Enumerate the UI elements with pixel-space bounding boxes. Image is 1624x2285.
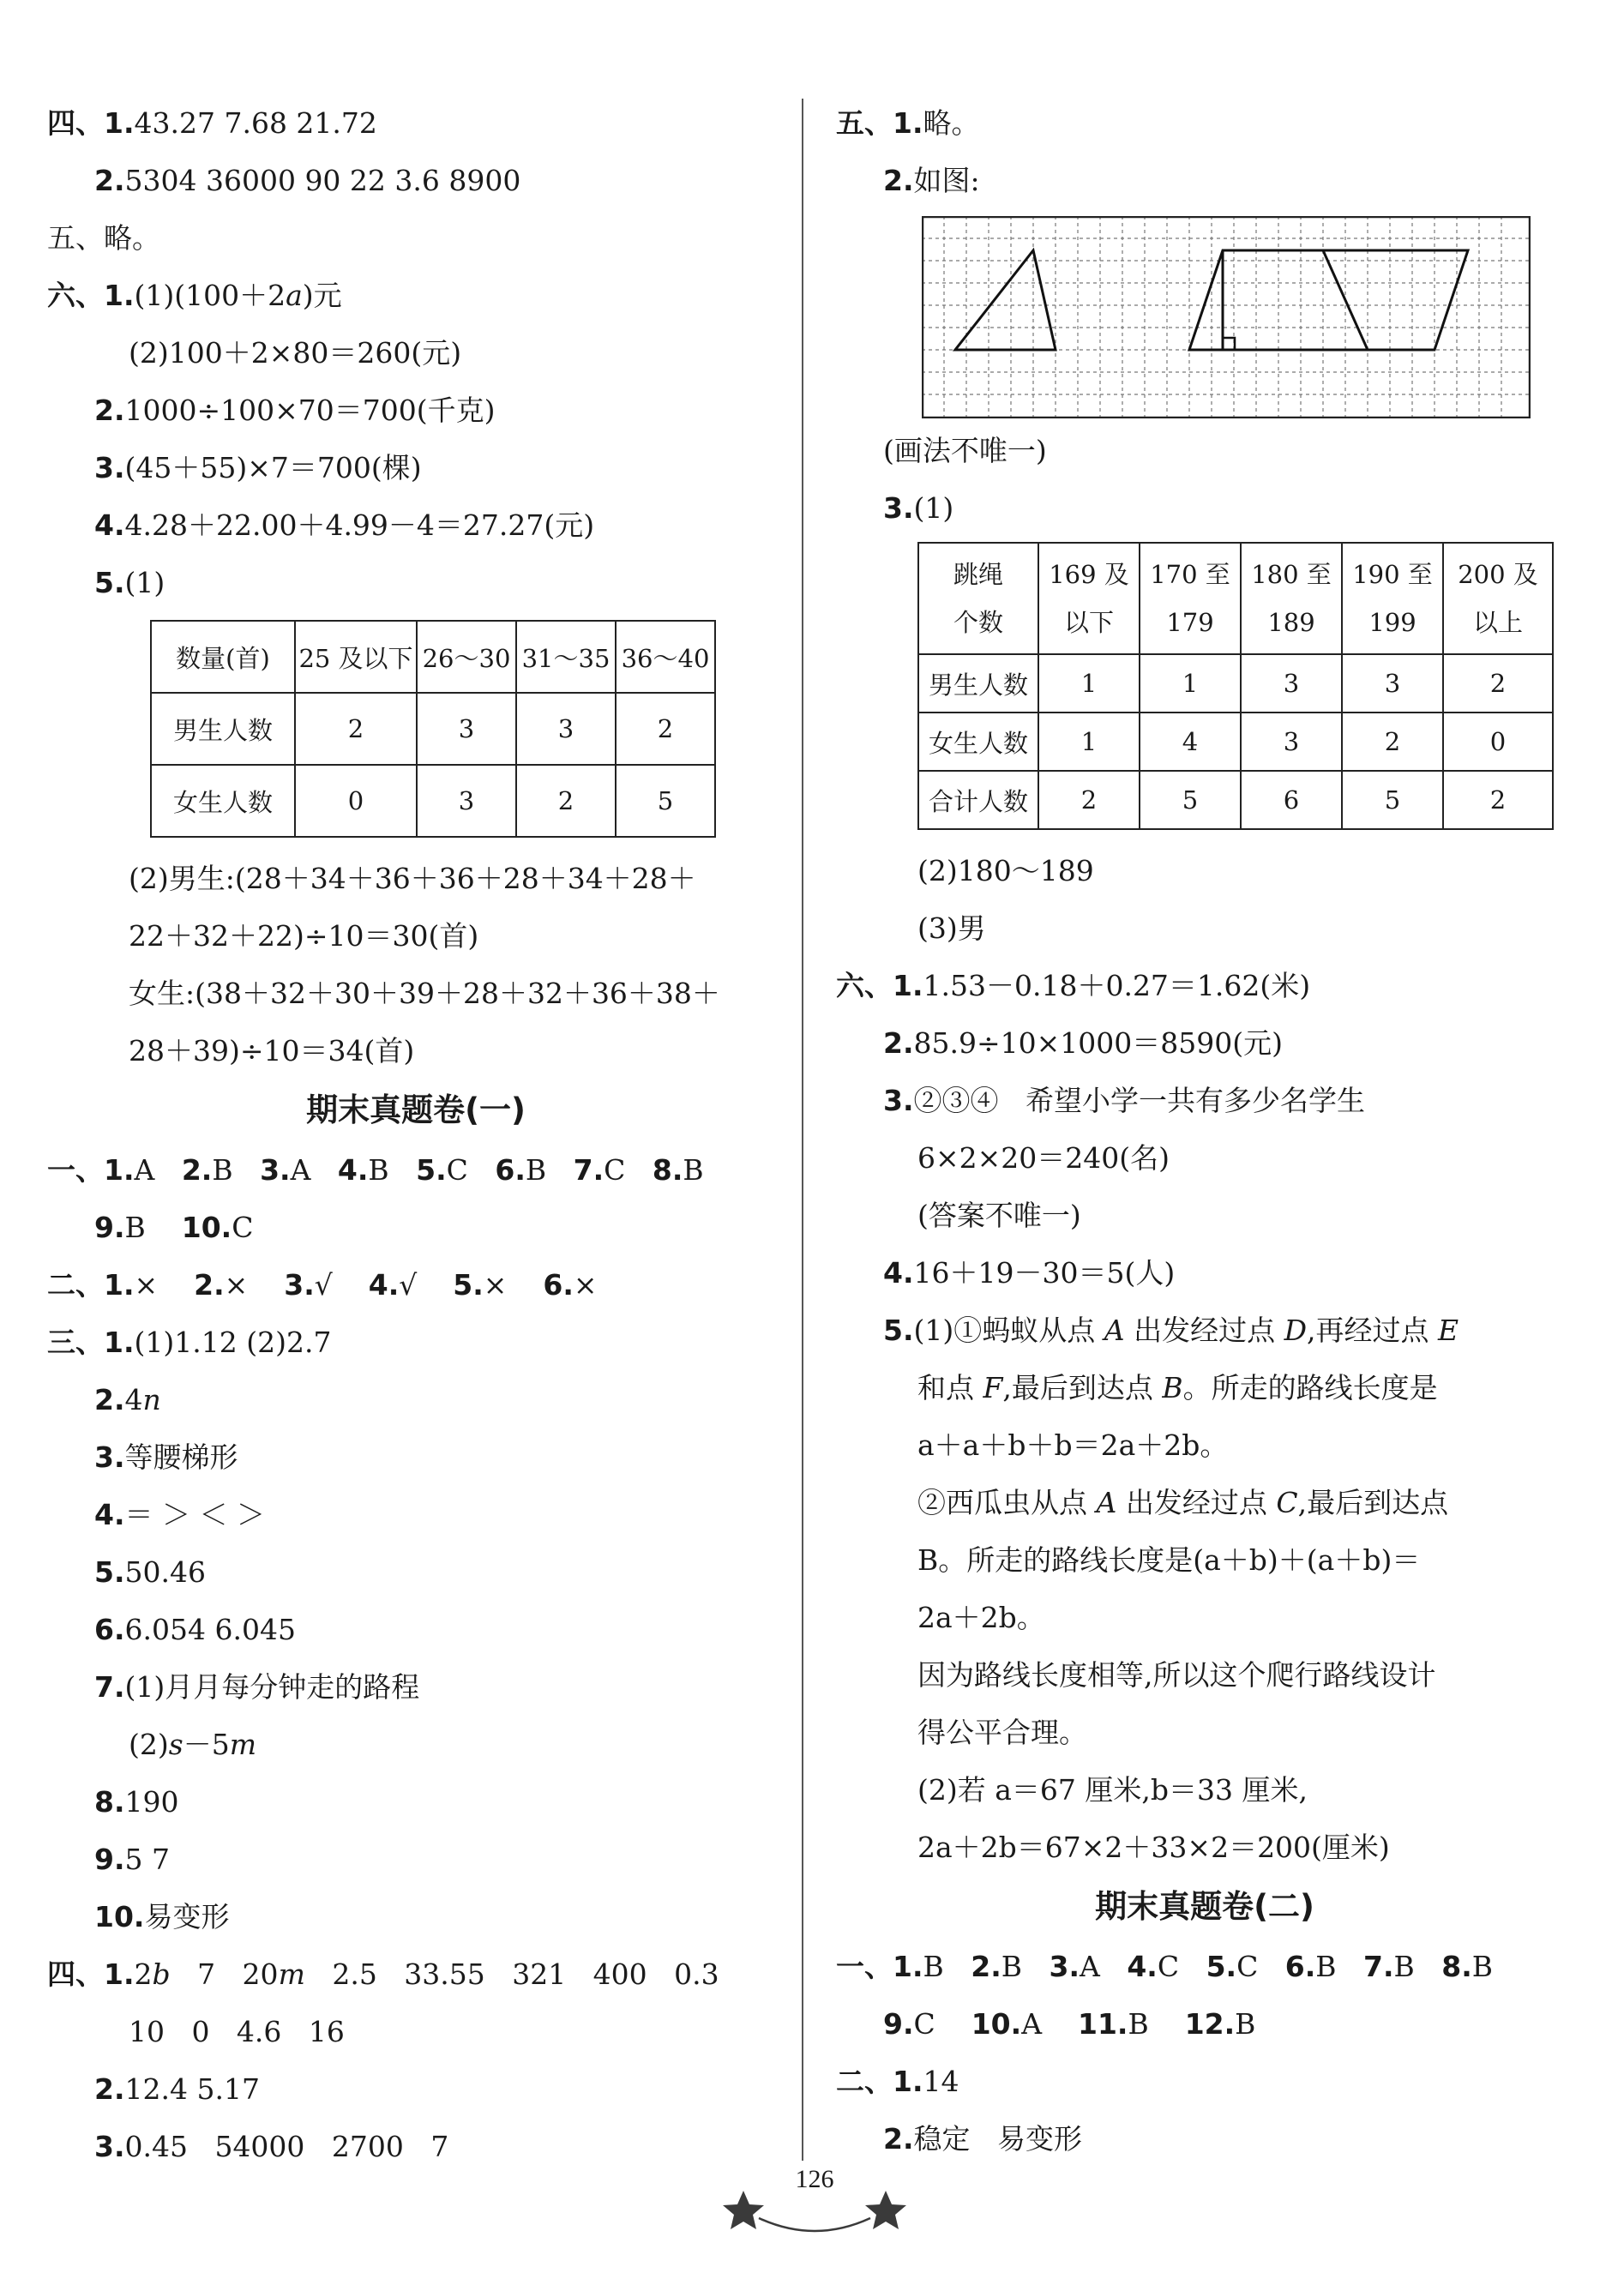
swoosh-line xyxy=(759,2218,870,2231)
answer-line: 4.16＋19－30＝5(人) xyxy=(883,1256,1176,1290)
answer-line: (2)180～189 xyxy=(917,854,1094,887)
table-cell: 3 xyxy=(1241,713,1342,771)
answer-line: (画法不唯一) xyxy=(883,434,1047,467)
table-header-cell: 200 及 以上 xyxy=(1443,543,1553,654)
table-header-cell: 跳绳 个数 xyxy=(918,543,1038,654)
answer-line: (3)男 xyxy=(917,911,986,945)
table-header-cell: 26～30 xyxy=(417,621,516,693)
table-row xyxy=(918,654,1553,713)
answer-line: 7.(1)月月每分钟走的路程 xyxy=(94,1670,420,1704)
table-cell: 2 xyxy=(516,765,616,837)
answer-line: 4.4.28＋22.00＋4.99－4＝27.27(元) xyxy=(94,508,595,542)
table-cell: 男生人数 xyxy=(918,654,1038,713)
answer-line: 9.C 10.A 11.B 12.B xyxy=(883,2007,1256,2041)
exam-title: 期末真题卷(一) xyxy=(306,1091,526,1128)
table-cell: 4 xyxy=(1140,713,1241,771)
answer-line: 得公平合理。 xyxy=(917,1716,1087,1749)
answer-line: 2.5304 36000 90 22 3.6 8900 xyxy=(94,164,521,197)
answer-line: 四、1.2b 7 20m 2.5 33.55 321 400 0.3 xyxy=(47,1957,719,1991)
grid-drawing xyxy=(922,216,1531,418)
table-cell: 3 xyxy=(516,693,616,765)
answer-line: 四、1.43.27 7.68 21.72 xyxy=(47,106,377,140)
table-header-cell: 31～35 xyxy=(516,621,616,693)
answer-line: 因为路线长度相等,所以这个爬行路线设计 xyxy=(917,1658,1436,1692)
table-cell: 2 xyxy=(1342,713,1443,771)
table-header-cell: 180 至 189 xyxy=(1241,543,1342,654)
table-cell: 3 xyxy=(417,693,516,765)
table-header-cell: 25 及以下 xyxy=(295,621,417,693)
answer-line: (2)男生:(28＋34＋36＋36＋28＋34＋28＋ xyxy=(129,862,696,895)
answer-line: 2a＋2b。 xyxy=(917,1601,1045,1634)
table-header-cell: 169 及 以下 xyxy=(1038,543,1140,654)
answer-line: 6×2×20＝240(名) xyxy=(917,1141,1170,1175)
answer-line: 9.5 7 xyxy=(94,1843,170,1876)
table-row xyxy=(918,771,1553,829)
answer-line: (2)若 a＝67 厘米,b＝33 厘米, xyxy=(917,1773,1308,1807)
grid-figure xyxy=(922,216,1573,422)
answer-line: ②西瓜虫从点 A 出发经过点 C,最后到达点 xyxy=(917,1486,1449,1519)
answer-line: 2.12.4 5.17 xyxy=(94,2072,260,2106)
table-cell: 5 xyxy=(1140,771,1241,829)
answer-line: (答案不唯一) xyxy=(917,1199,1081,1232)
table-row xyxy=(151,765,715,837)
answer-line: (2)100＋2×80＝260(元) xyxy=(129,336,462,370)
table-cell: 女生人数 xyxy=(918,713,1038,771)
star-icon xyxy=(723,2191,764,2229)
answer-line: 六、1.(1)(100＋2a)元 xyxy=(47,279,342,312)
table-cell: 3 xyxy=(417,765,516,837)
answer-line: 二、1.14 xyxy=(836,2065,959,2098)
answer-line: 一、1.B 2.B 3.A 4.C 5.C 6.B 7.B 8.B xyxy=(836,1950,1494,1983)
answer-line: 2a＋2b＝67×2＋33×2＝200(厘米) xyxy=(917,1831,1390,1864)
answer-line: 4.＝ ＞ ＜ ＞ xyxy=(94,1498,265,1531)
page-number: 126 xyxy=(795,2165,834,2193)
table-cell: 合计人数 xyxy=(918,771,1038,829)
table-header-cell: 36～40 xyxy=(616,621,715,693)
right-angle-mark xyxy=(1223,338,1235,350)
answer-line: 五、1.略。 xyxy=(836,106,980,140)
rope-jump-table xyxy=(917,542,1554,830)
table-cell: 0 xyxy=(295,765,417,837)
table-cell: 2 xyxy=(1038,771,1140,829)
answer-line: 2.如图: xyxy=(883,164,980,197)
table-cell: 2 xyxy=(1443,771,1553,829)
left-column xyxy=(47,94,785,2175)
answer-line: 9.B 10.C xyxy=(94,1211,254,1244)
table-cell: 1 xyxy=(1140,654,1241,713)
table-cell: 5 xyxy=(1342,771,1443,829)
table-cell: 男生人数 xyxy=(151,693,295,765)
answer-line: B。所走的路线长度是(a＋b)＋(a＋b)＝ xyxy=(917,1543,1421,1577)
answer-line: 2.1000÷100×70＝700(千克) xyxy=(94,394,496,427)
table-cell: 2 xyxy=(1443,654,1553,713)
star-icon xyxy=(865,2191,906,2229)
answer-line: 和点 F,最后到达点 B。所走的路线长度是 xyxy=(917,1371,1438,1404)
answer-line: 3.(45＋55)×7＝700(棵) xyxy=(94,451,422,484)
answer-line: 2.稳定 易变形 xyxy=(883,2122,1082,2156)
answer-line: 5.(1)①蚂蚁从点 A 出发经过点 D,再经过点 E xyxy=(883,1314,1459,1347)
answer-line: 三、1.(1)1.12 (2)2.7 xyxy=(47,1326,332,1359)
answer-line: 二、1.× 2.× 3.√ 4.√ 5.× 6.× xyxy=(47,1268,598,1302)
table-row xyxy=(918,713,1553,771)
table-cell: 3 xyxy=(1241,654,1342,713)
answer-line: 3.0.45 54000 2700 7 xyxy=(94,2130,449,2163)
answer-line: 10 0 4.6 16 xyxy=(129,2015,345,2048)
answer-line: 女生:(38＋32＋30＋39＋28＋32＋36＋38＋ xyxy=(129,977,720,1010)
column-divider xyxy=(802,99,803,2161)
answer-line: 2.85.9÷10×1000＝8590(元) xyxy=(883,1026,1283,1060)
table-cell: 2 xyxy=(616,693,715,765)
table-cell: 6 xyxy=(1241,771,1342,829)
song-count-table xyxy=(150,620,716,838)
answer-line: 8.190 xyxy=(94,1785,179,1819)
answer-line: 3.等腰梯形 xyxy=(94,1440,238,1474)
exam-title: 期末真题卷(二) xyxy=(1095,1888,1314,1925)
triangle-shape xyxy=(955,250,1056,350)
answer-line: 28＋39)÷10＝34(首) xyxy=(129,1034,415,1067)
table-header-cell: 190 至 199 xyxy=(1342,543,1443,654)
table-cell: 3 xyxy=(1342,654,1443,713)
answer-line: 22＋32＋22)÷10＝30(首) xyxy=(129,919,479,953)
answer-line: 10.易变形 xyxy=(94,1900,230,1933)
answer-line: 5.50.46 xyxy=(94,1555,206,1589)
answer-line: 6.6.054 6.045 xyxy=(94,1613,296,1646)
answer-line: 五、略。 xyxy=(47,221,160,255)
answer-line: a＋a＋b＋b＝2a＋2b。 xyxy=(917,1428,1229,1462)
table-row xyxy=(151,693,715,765)
page-footer xyxy=(707,2165,922,2242)
answer-line: 2.4n xyxy=(94,1383,161,1416)
table-cell: 1 xyxy=(1038,654,1140,713)
table-cell: 0 xyxy=(1443,713,1553,771)
answer-line: 3.②③④ 希望小学一共有多少名学生 xyxy=(883,1084,1365,1117)
table-header-cell: 数量(首) xyxy=(151,621,295,693)
answer-line: (2)s－5m xyxy=(129,1728,256,1761)
table-cell: 1 xyxy=(1038,713,1140,771)
right-column xyxy=(836,94,1573,2168)
table-cell: 2 xyxy=(295,693,417,765)
answer-line: 5.(1) xyxy=(94,566,165,599)
table-cell: 5 xyxy=(616,765,715,837)
table-cell: 女生人数 xyxy=(151,765,295,837)
answer-line: 一、1.A 2.B 3.A 4.B 5.C 6.B 7.C 8.B xyxy=(47,1153,704,1187)
answer-line: 3.(1) xyxy=(883,491,954,525)
table-header-cell: 170 至 179 xyxy=(1140,543,1241,654)
answer-line: 六、1.1.53－0.18＋0.27＝1.62(米) xyxy=(836,969,1311,1002)
